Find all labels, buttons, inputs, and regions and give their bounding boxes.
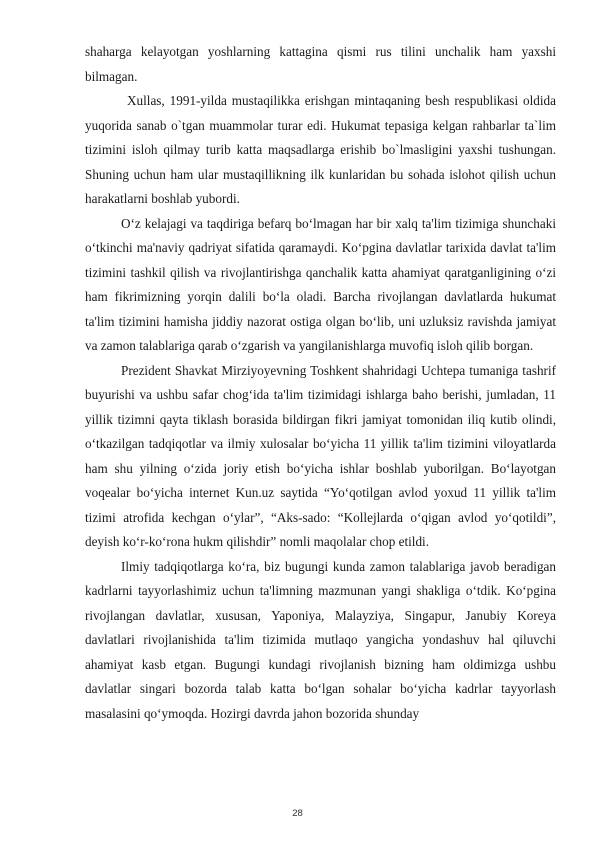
paragraph-education-value: O‘z kelajagi va taqdiriga befarq bo‘lmagan har bir xalq ta'lim tizimiga shunchaki o‘tkinchi ma'naviy qadriyat sifatida qaramaydi. Ko‘pgina davlatlar tarixida davlat ta'lim tizimini tashkil qilish va rivojlantirishga qanchalik katta ahamiyat qaratganligining o‘zi ham fikrimizning yorqin dalili bo‘la oladi. Barcha rivojlangan davlatlarda hukumat ta'lim tizimini hamisha jiddiy nazorat ostiga olgan bo‘lib, uni uzluksiz ravishda jamiyat va zamon talablariga qarab o‘zgarish va yangilanishlarga muvofiq isloh qilib borgan. [85, 215, 556, 353]
paragraph-1991-reforms: Xullas, 1991-yilda mustaqilikka erishgan mintaqaning besh respublikasi oldida yuqorida sanab o`tgan muammolar turar edi. Hukumat tepasiga kelgan rahbarlar ta`lim tizimini isloh qilmay turib katta maqsadlarga erishib bo`lmasligini yaxshi tushungan. Shuning uchun ham ular mustaqillikning ilk kunlaridan bu sohada islohot qilish uchun harakatlarni boshlab yubordi. [85, 93, 556, 206]
document-page [85, 40, 556, 726]
paragraph-research: Ilmiy tadqiqotlarga ko‘ra, biz bugungi kunda zamon talablariga javob beradigan kadrlarni tayyorlashimiz uchun ta'limning mazmunan yangi shakliga o‘tdik. Ko‘pgina rivojlangan davlatlar, xususan, Yaponiya, Malayziya, Singapur, Janubiy Koreya davlatlari rivojlanishida ta'lim tizimida mutlaqo yangicha yondashuv hal qiluvchi ahamiyat kasb etgan. Bugungi kundagi rivojlanish bizning ham oldimizga ushbu davlatlar singari bozorda talab katta bo‘lgan sohalar bo‘yicha kadrlar tayyorlash masalasini qo‘ymoqda. Hozirgi davrda jahon bozorida shunday [85, 558, 556, 721]
page-number: 28 [292, 808, 303, 819]
paragraph-continuation: shaharga kelayotgan yoshlarning kattagina qismi rus tilini unchalik ham yaxshi bilmagan. [85, 44, 556, 84]
paragraph-president-visit: Prezident Shavkat Mirziyoyevning Toshkent shahridagi Uchtepa tumaniga tashrif buyurishi va ushbu safar chog‘ida ta'lim tizimidagi ishlarga baho berishi, jumladan, 11 yillik tizimni qayta tiklash borasida bildirgan fikri jamiyat tomonidan iliq kutib olindi, o‘tkazilgan tadqiqotlar va ilmiy xulosalar bo‘yicha 11 yillik ta'lim tizimini viloyatlarda ham shu yilning o‘zida joriy etish bo‘yicha ishlar boshlab yuborilgan. Bo‘layotgan voqealar bo‘yicha internet Kun.uz saytida “Yo‘qotilgan avlod yoxud 11 yillik ta'lim tizimi atrofida kechgan o‘ylar”, “Aks-sado: “Kollejlarda o‘qigan avlod yo‘qotildi”, deyish ko‘r-ko‘rona hukm qilishdir” nomli maqolalar chop etildi. [85, 362, 556, 549]
